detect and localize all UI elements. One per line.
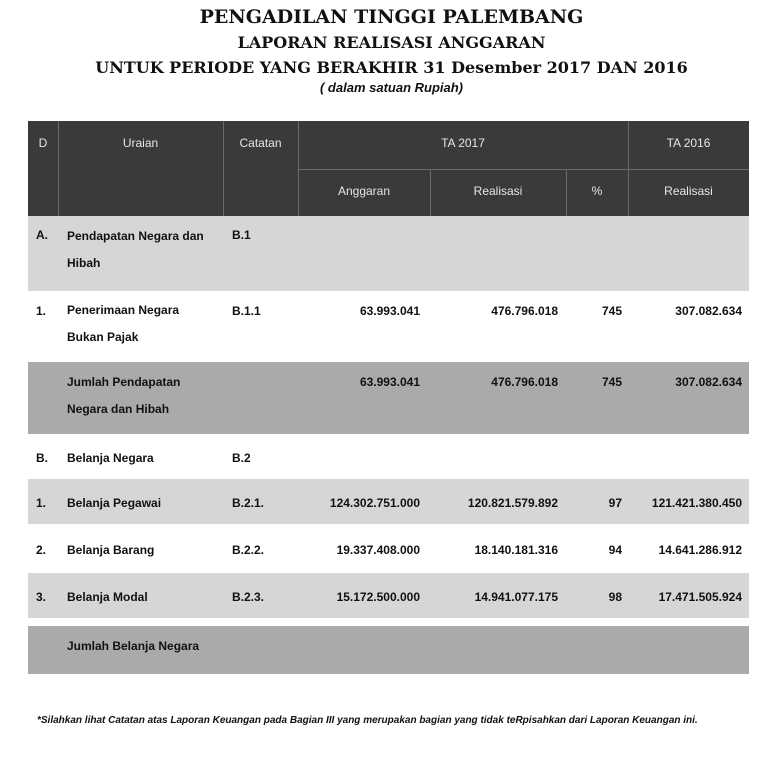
cell-percent: 745 — [601, 375, 622, 389]
report-institution-title: PENGADILAN TINGGI PALEMBANG — [199, 6, 584, 28]
cell-realisasi-2016: 14.641.286.912 — [658, 543, 742, 557]
cell-realisasi: 14.941.077.175 — [474, 590, 558, 604]
cell-anggaran: 15.172.500.000 — [336, 590, 420, 604]
header-divider — [298, 169, 749, 170]
col-header-realisasi-2016: Realisasi — [664, 184, 713, 198]
cell-realisasi: 120.821.579.892 — [467, 496, 558, 510]
row-title-cont: Negara dan Hibah — [67, 402, 170, 416]
row-note: B.2.3. — [232, 590, 265, 604]
col-header-uraian: Uraian — [122, 136, 159, 150]
cell-realisasi: 476.796.018 — [491, 304, 558, 318]
row-title: Belanja Pegawai — [67, 496, 162, 510]
row-title: Jumlah Pendapatan — [67, 375, 181, 389]
row-title: Pendapatan Negara dan — [67, 229, 204, 243]
row-title: Belanja Negara — [67, 451, 154, 465]
cell-anggaran: 63.993.041 — [359, 304, 420, 318]
col-header-anggaran: Anggaran — [337, 184, 391, 198]
report-unit: ( dalam satuan Rupiah) — [319, 80, 464, 95]
cell-percent: 98 — [608, 590, 622, 604]
budget-realization-table — [28, 121, 749, 676]
row-title-cont: Bukan Pajak — [67, 330, 139, 344]
col-header-d: D — [38, 136, 48, 150]
row-number: B. — [36, 451, 48, 465]
row-title: Jumlah Belanja Negara — [67, 639, 200, 653]
cell-realisasi: 476.796.018 — [491, 375, 558, 389]
cell-percent: 97 — [608, 496, 622, 510]
row-number: 2. — [36, 543, 47, 557]
row-note: B.2.1. — [232, 496, 265, 510]
col-header-catatan: Catatan — [239, 136, 282, 150]
cell-percent: 94 — [608, 543, 622, 557]
row-title: Belanja Modal — [67, 590, 148, 604]
col-header-ta-2017: TA 2017 — [441, 136, 485, 150]
cell-realisasi-2016: 121.421.380.450 — [651, 496, 742, 510]
row-number: 3. — [36, 590, 47, 604]
report-period: UNTUK PERIODE YANG BERAKHIR 31 Desember 2017 DAN 2016 — [95, 58, 688, 77]
cell-realisasi: 18.140.181.316 — [474, 543, 558, 557]
cell-percent: 745 — [601, 304, 622, 318]
row-title: Belanja Barang — [67, 543, 155, 557]
cell-realisasi-2016: 307.082.634 — [675, 304, 742, 318]
row-note: B.2.2. — [232, 543, 265, 557]
row-title-cont: Hibah — [67, 256, 101, 270]
cell-realisasi-2016: 307.082.634 — [675, 375, 742, 389]
row-number: A. — [36, 228, 48, 242]
cell-anggaran: 19.337.408.000 — [336, 543, 420, 557]
row-note: B.2 — [232, 451, 251, 465]
footnote: *Silahkan lihat Catatan atas Laporan Keuangan pada Bagian III yang merupakan bagian yang tidak teRpisahkan dari Laporan Keuangan ini. — [37, 715, 698, 726]
col-header-realisasi: Realisasi — [473, 184, 523, 198]
row-title: Penerimaan Negara — [67, 303, 180, 317]
col-header-ta-2016: TA 2016 — [666, 136, 711, 150]
cell-anggaran: 63.993.041 — [359, 375, 420, 389]
cell-realisasi-2016: 17.471.505.924 — [658, 590, 742, 604]
row-number: 1. — [36, 304, 47, 318]
row-number: 1. — [36, 496, 47, 510]
row-note: B.1 — [232, 228, 251, 242]
report-subtitle: LAPORAN REALISASI ANGGARAN — [237, 33, 546, 52]
row-note: B.1.1 — [232, 304, 261, 318]
col-header-percent: % — [591, 184, 603, 198]
cell-anggaran: 124.302.751.000 — [329, 496, 420, 510]
